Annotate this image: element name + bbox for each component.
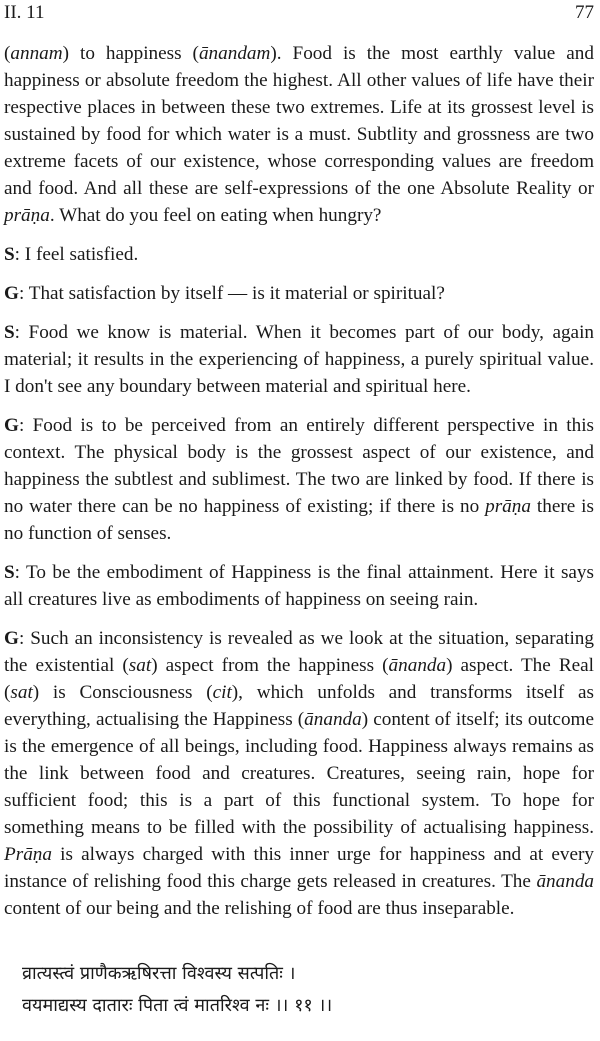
text-run: : Such an inconsistency is revealed as we look at the situation, separating the existential ( <box>4 628 594 676</box>
text-run: is always charged with this inner urge for happiness and at every instance of relishing food this charge gets released in creatures. The <box>4 844 594 892</box>
verse-line-1: व्रात्यस्त्वं प्राणैकऋषिरत्ता विश्वस्य सत्पतिः । <box>22 963 296 984</box>
text-run: . What do you feel on eating when hungry? <box>49 205 382 226</box>
verse-line-2: वयमाद्यस्य दातारः पिता त्वं मातरिश्व नः ।। ११ ।। <box>22 995 333 1016</box>
text-run: ), which unfolds and transforms itself as everything, actualising the Happiness ( <box>4 682 595 730</box>
page-header <box>4 2 594 28</box>
speaker-label: G <box>4 628 19 649</box>
paragraph <box>4 40 594 229</box>
text-run: ) is Consciousness ( <box>32 682 213 703</box>
speaker-label: S <box>4 244 15 265</box>
speaker-label: S <box>4 562 15 583</box>
body-text <box>4 40 594 934</box>
text-run: ). Food is the most earthly value and happiness or absolute freedom the highest. All other values of life have their respective places in between these two extremes. Life at its grossest level is sustained by food for which water is a must. Subtlity and grossness are two extreme facets of our existence, whose corresponding values are freedom and food. And all these are self-expressions of the one Absolute Reality or <box>4 43 594 199</box>
text-run: : To be the embodiment of Happiness is the final attainment. Here it says all creatures live as embodiments of happiness on seeing rain. <box>4 562 594 610</box>
paragraph <box>4 319 594 400</box>
paragraph <box>4 412 594 547</box>
italic-term: prāṇa <box>4 205 50 226</box>
italic-term: sat <box>128 655 152 676</box>
italic-term: prāṇa <box>485 496 531 517</box>
italic-term: ānanda <box>388 655 447 676</box>
italic-term: ānandam <box>198 43 271 64</box>
italic-term: ānanda <box>304 709 362 730</box>
text-run: there is no function of senses. <box>4 496 594 544</box>
text-run: content of our being and the relishing of food are thus inseparable. <box>4 898 515 919</box>
text-run: ) aspect from the happiness ( <box>151 655 389 676</box>
text-run: : Food we know is material. When it becomes part of our body, again material; it results in the experiencing of happiness, a purely spiritual value. I don't see any boundary between material and spiritual here. <box>4 322 594 397</box>
paragraph <box>4 280 594 307</box>
text-run: ) to happiness ( <box>62 43 199 64</box>
paragraph <box>4 241 594 268</box>
italic-term: Prāṇa <box>4 844 52 865</box>
chapter-reference: II. 11 <box>4 2 45 23</box>
paragraph <box>4 559 594 613</box>
text-run: : That satisfaction by itself — is it material or spiritual? <box>18 283 445 304</box>
paragraph <box>4 625 594 922</box>
speaker-label: G <box>4 415 19 436</box>
text-run: ) content of itself; its outcome is the emergence of all beings, including food. Happiness always remains as the link between food and creatures. Creatures, seeing rain, hope for sufficient food; this is a part of this functional system. To hope for something means to be filled with the possibility of actualising happiness. <box>4 709 594 838</box>
text-run: : Food is to be perceived from an entirely different perspective in this context. The physical body is the grossest aspect of our existence, and happiness the subtlest and sublimest. The two are linked by food. If there is no water there can be no happiness of existing; if there is no <box>4 415 594 517</box>
italic-term: cit <box>212 682 232 703</box>
italic-term: ānanda <box>536 871 594 892</box>
page-number: 77 <box>575 2 594 23</box>
italic-term: sat <box>10 682 33 703</box>
sanskrit-verse <box>22 958 332 1022</box>
text-run: ( <box>4 43 11 64</box>
text-run: ) aspect. The Real ( <box>4 655 594 703</box>
speaker-label: S <box>4 322 15 343</box>
text-run: : I feel satisfied. <box>14 244 139 265</box>
speaker-label: G <box>4 283 19 304</box>
italic-term: annam <box>10 43 63 64</box>
